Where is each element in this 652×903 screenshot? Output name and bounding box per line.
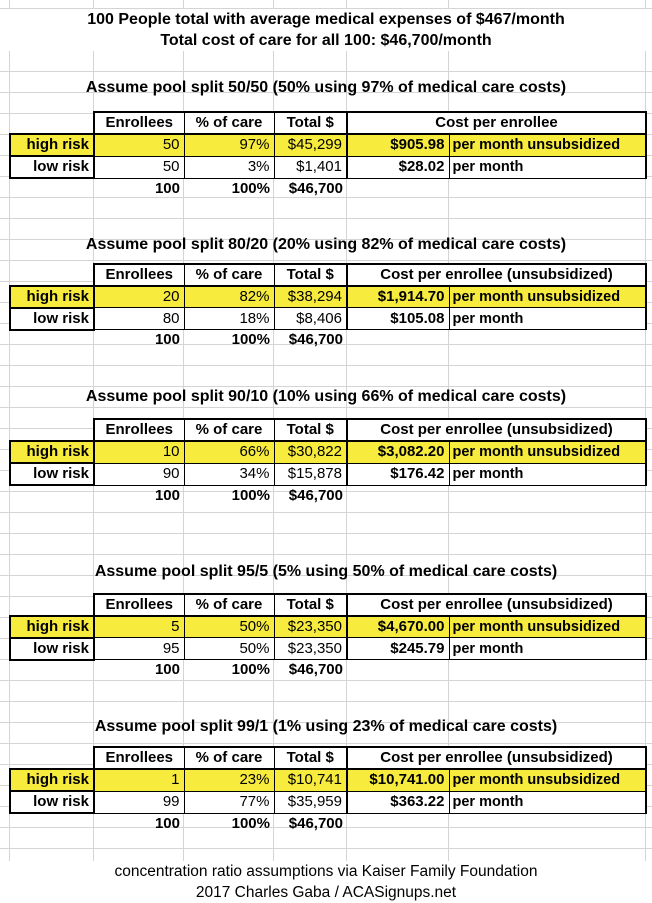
- cell-pct-of-care: 97%: [184, 134, 274, 156]
- cell-pct-of-care: 23%: [184, 769, 274, 791]
- cell-total-dollars: $10,741: [274, 769, 347, 791]
- totals-spacer-cell: [10, 178, 94, 199]
- total-dollars: $46,700: [288, 486, 343, 504]
- col-header-total: Total $: [274, 419, 347, 441]
- col-header-pct-of-care: % of care: [184, 112, 274, 134]
- cell-cost-per-enrollee: $1,914.70: [347, 286, 449, 308]
- cell-cost-note: per month unsubsidized: [449, 134, 646, 156]
- pool-table: [9, 111, 647, 199]
- col-header-cost-per-enrollee: Cost per enrollee (unsubsidized): [347, 747, 646, 769]
- totals-spacer-cell: [10, 330, 94, 351]
- cell-cost-note: per month: [449, 156, 646, 178]
- col-header-pct-of-care: % of care: [184, 747, 274, 769]
- main-title-line2: Total cost of care for all 100: $46,700/month: [0, 30, 652, 51]
- pool-section: [0, 716, 652, 834]
- main-title-line1: 100 People total with average medical expenses of $467/month: [0, 9, 652, 30]
- cell-pct-of-care: 77%: [184, 791, 274, 813]
- header-spacer-cell: [10, 112, 94, 134]
- totals-empty-cell: [347, 178, 449, 199]
- cell-pct-of-care: 18%: [184, 308, 274, 330]
- col-header-cost-per-enrollee: Cost per enrollee (unsubsidized): [347, 264, 646, 286]
- total-dollars: $46,700: [288, 814, 343, 832]
- cell-enrollees: 50: [94, 156, 184, 178]
- low-risk-row: [10, 463, 646, 485]
- pool-table: [9, 593, 647, 681]
- totals-empty-cell: [449, 485, 646, 506]
- header-row: [10, 747, 646, 769]
- total-pct-of-care: 100%: [231, 486, 270, 504]
- header-spacer-cell: [10, 747, 94, 769]
- row-label-low-risk: low risk: [10, 638, 94, 660]
- total-enrollees: 100: [154, 661, 180, 678]
- cell-total-dollars: $23,350: [274, 616, 347, 638]
- low-risk-row: [10, 791, 646, 813]
- main-title: [0, 0, 652, 51]
- cell-pct-of-care: 50%: [184, 616, 274, 638]
- totals-row: [10, 660, 646, 681]
- cell-total-dollars: $38,294: [274, 286, 347, 308]
- total-dollars: $46,700: [288, 331, 343, 348]
- cell-cost-note: per month: [449, 791, 646, 813]
- header-spacer-cell: [10, 264, 94, 286]
- cell-cost-note: per month: [449, 463, 646, 485]
- total-pct-of-care: 100%: [231, 661, 270, 678]
- row-label-low-risk: low risk: [10, 308, 94, 330]
- low-risk-row: [10, 156, 646, 178]
- col-header-pct-of-care: % of care: [184, 419, 274, 441]
- row-label-high-risk: high risk: [10, 769, 94, 791]
- high-risk-row: [10, 769, 646, 791]
- pool-section: [0, 386, 652, 506]
- total-enrollees: 100: [154, 179, 180, 197]
- total-enrollees: 100: [154, 486, 180, 504]
- totals-spacer-cell: [10, 660, 94, 681]
- total-dollars: $46,700: [288, 661, 343, 678]
- totals-empty-cell: [347, 330, 449, 351]
- cell-cost-per-enrollee: $245.79: [347, 638, 449, 660]
- total-enrollees: 100: [154, 331, 180, 348]
- footer-credit: 2017 Charles Gaba / ACASignups.net: [0, 882, 652, 903]
- total-pct-of-care: 100%: [231, 331, 270, 348]
- cell-cost-per-enrollee: $105.08: [347, 308, 449, 330]
- cell-enrollees: 80: [94, 308, 184, 330]
- low-risk-row: [10, 638, 646, 660]
- totals-row: [10, 485, 646, 506]
- pool-section: [0, 561, 652, 681]
- totals-empty-cell: [449, 178, 646, 199]
- section-title: Assume pool split 99/1 (1% using 23% of medical care costs): [94, 718, 558, 735]
- col-header-cost-per-enrollee: Cost per enrollee (unsubsidized): [347, 594, 646, 616]
- totals-empty-cell: [449, 330, 646, 351]
- header-row: [10, 264, 646, 286]
- col-header-enrollees: Enrollees: [94, 419, 184, 441]
- row-label-high-risk: high risk: [10, 441, 94, 463]
- cell-cost-note: per month unsubsidized: [449, 441, 646, 463]
- col-header-pct-of-care: % of care: [184, 264, 274, 286]
- row-label-low-risk: low risk: [10, 156, 94, 178]
- cell-enrollees: 90: [94, 463, 184, 485]
- totals-empty-cell: [347, 660, 449, 681]
- cell-cost-per-enrollee: $28.02: [347, 156, 449, 178]
- col-header-pct-of-care: % of care: [184, 594, 274, 616]
- cell-cost-note: per month: [449, 308, 646, 330]
- cell-enrollees: 10: [94, 441, 184, 463]
- cell-enrollees: 20: [94, 286, 184, 308]
- cell-cost-note: per month unsubsidized: [449, 616, 646, 638]
- high-risk-row: [10, 286, 646, 308]
- cell-cost-per-enrollee: $10,741.00: [347, 769, 449, 791]
- cell-cost-note: per month: [449, 638, 646, 660]
- col-header-cost-per-enrollee: Cost per enrollee (unsubsidized): [347, 419, 646, 441]
- header-row: [10, 419, 646, 441]
- high-risk-row: [10, 616, 646, 638]
- col-header-total: Total $: [274, 112, 347, 134]
- pool-section: [0, 234, 652, 351]
- col-header-enrollees: Enrollees: [94, 594, 184, 616]
- cell-cost-note: per month unsubsidized: [449, 286, 646, 308]
- cell-enrollees: 99: [94, 791, 184, 813]
- cell-pct-of-care: 66%: [184, 441, 274, 463]
- total-pct-of-care: 100%: [231, 814, 270, 832]
- row-label-low-risk: low risk: [10, 463, 94, 485]
- total-pct-of-care: 100%: [231, 179, 270, 197]
- header-spacer-cell: [10, 594, 94, 616]
- totals-empty-cell: [347, 485, 449, 506]
- cell-total-dollars: $15,878: [274, 463, 347, 485]
- totals-empty-cell: [347, 813, 449, 834]
- total-dollars: $46,700: [288, 179, 343, 197]
- row-label-high-risk: high risk: [10, 616, 94, 638]
- pool-table: [9, 418, 647, 506]
- pool-table: [9, 746, 647, 834]
- cell-total-dollars: $35,959: [274, 791, 347, 813]
- cell-pct-of-care: 50%: [184, 638, 274, 660]
- totals-row: [10, 813, 646, 834]
- col-header-enrollees: Enrollees: [94, 747, 184, 769]
- cell-cost-per-enrollee: $4,670.00: [347, 616, 449, 638]
- cell-pct-of-care: 34%: [184, 463, 274, 485]
- col-header-enrollees: Enrollees: [94, 112, 184, 134]
- cell-total-dollars: $23,350: [274, 638, 347, 660]
- totals-row: [10, 330, 646, 351]
- cell-total-dollars: $1,401: [274, 156, 347, 178]
- section-title: Assume pool split 90/10 (10% using 66% of medical care costs): [85, 388, 567, 405]
- section-title: Assume pool split 80/20 (20% using 82% of medical care costs): [85, 235, 567, 253]
- col-header-enrollees: Enrollees: [94, 264, 184, 286]
- col-header-total: Total $: [274, 747, 347, 769]
- totals-empty-cell: [449, 813, 646, 834]
- cell-cost-per-enrollee: $363.22: [347, 791, 449, 813]
- pool-sections: [0, 77, 652, 834]
- footer: [0, 861, 652, 903]
- high-risk-row: [10, 134, 646, 156]
- header-row: [10, 594, 646, 616]
- low-risk-row: [10, 308, 646, 330]
- cell-pct-of-care: 3%: [184, 156, 274, 178]
- cell-total-dollars: $45,299: [274, 134, 347, 156]
- section-title: Assume pool split 50/50 (50% using 97% of medical care costs): [85, 79, 567, 96]
- cell-enrollees: 5: [94, 616, 184, 638]
- totals-spacer-cell: [10, 485, 94, 506]
- row-label-low-risk: low risk: [10, 791, 94, 813]
- row-label-high-risk: high risk: [10, 134, 94, 156]
- cell-cost-note: per month unsubsidized: [449, 769, 646, 791]
- total-enrollees: 100: [154, 814, 180, 832]
- cell-cost-per-enrollee: $176.42: [347, 463, 449, 485]
- cell-enrollees: 95: [94, 638, 184, 660]
- totals-empty-cell: [449, 660, 646, 681]
- header-row: [10, 112, 646, 134]
- totals-row: [10, 178, 646, 199]
- cell-pct-of-care: 82%: [184, 286, 274, 308]
- pool-section: [0, 77, 652, 199]
- pool-table: [9, 263, 647, 351]
- section-title: Assume pool split 95/5 (5% using 50% of medical care costs): [94, 562, 558, 580]
- cell-cost-per-enrollee: $905.98: [347, 134, 449, 156]
- col-header-total: Total $: [274, 594, 347, 616]
- cell-total-dollars: $8,406: [274, 308, 347, 330]
- cell-enrollees: 50: [94, 134, 184, 156]
- footer-source-note: concentration ratio assumptions via Kaiser Family Foundation: [0, 861, 652, 882]
- header-spacer-cell: [10, 419, 94, 441]
- high-risk-row: [10, 441, 646, 463]
- col-header-total: Total $: [274, 264, 347, 286]
- col-header-cost-per-enrollee: Cost per enrollee: [347, 112, 646, 134]
- row-label-high-risk: high risk: [10, 286, 94, 308]
- cell-total-dollars: $30,822: [274, 441, 347, 463]
- cell-cost-per-enrollee: $3,082.20: [347, 441, 449, 463]
- cell-enrollees: 1: [94, 769, 184, 791]
- totals-spacer-cell: [10, 813, 94, 834]
